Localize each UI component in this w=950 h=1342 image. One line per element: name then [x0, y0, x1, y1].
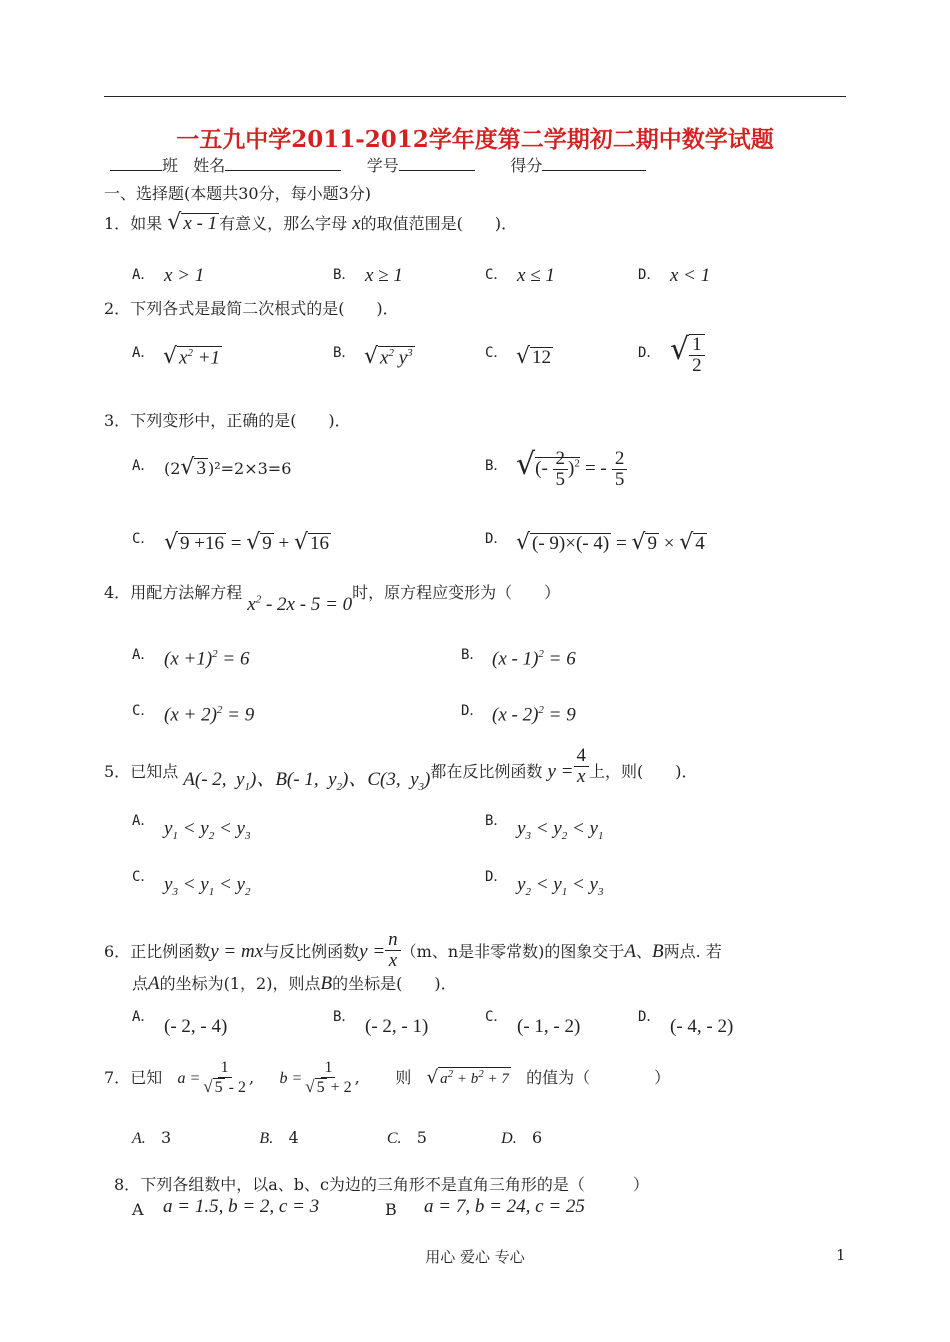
page-title: 一五九中学2011-2012学年度第二学期初二期中数学试题 — [176, 126, 774, 153]
q6-option-a-value: (- 2, - 4) — [164, 1016, 228, 1037]
q1-option-d[interactable]: D． — [638, 267, 661, 283]
student-info-line — [110, 153, 646, 176]
q4-option-b[interactable]: B． — [461, 647, 484, 663]
q5-option-b-value: $y_3 < y_2 < y_1$ — [517, 818, 604, 842]
q6-option-b-value: (- 2, - 1) — [365, 1016, 429, 1037]
q5-option-c-value: $y_3 < y_1 < y_2$ — [164, 874, 251, 898]
class-blank[interactable] — [110, 156, 162, 171]
number-label: 学号 — [366, 156, 399, 175]
top-rule — [104, 96, 846, 97]
q2-option-c-value: √ 12 — [516, 344, 552, 369]
q4-option-d[interactable]: D． — [461, 703, 484, 719]
q3-option-c-value: √ 9 +16 = √ 9 + √ 16 — [164, 530, 329, 555]
q6-option-d-value: (- 4, - 2) — [670, 1016, 734, 1037]
question-4: 4．用配方法解方程 $x^2 - 2x - 5 = 0$时，原方程应变形为（ ） — [104, 583, 561, 615]
q2-option-d-value: √ $\frac{1}{2}$ — [670, 332, 705, 375]
q7-options: A. 3 B. 4 C. 5 D. 6 — [132, 1128, 543, 1147]
q5-option-b[interactable]: B． — [485, 813, 508, 829]
q2-option-b-value: √ $x^2$ $y^3$ — [364, 344, 413, 369]
q6-option-b[interactable]: B． — [333, 1009, 356, 1025]
q5-option-a-value: $y_1 < y_2 < y_3$ — [164, 818, 251, 842]
q1-option-a-value: x > 1 — [164, 265, 205, 286]
q1-option-b[interactable]: B． — [333, 267, 356, 283]
q5-option-c[interactable]: C． — [132, 869, 155, 885]
q8-option-b-value: a = 7, b = 24, c = 25 — [424, 1196, 585, 1217]
q6-option-a[interactable]: A． — [132, 1009, 155, 1025]
question-6-line2: 点A的坐标为(1，2)，则点B的坐标是( )． — [132, 973, 457, 994]
q1-option-a[interactable]: A． — [132, 267, 155, 283]
name-label: 姓名 — [193, 156, 226, 175]
q6-option-c[interactable]: C． — [485, 1009, 508, 1025]
q5-option-d-value: $y_2 < y_1 < y_3$ — [517, 874, 604, 898]
q3-option-b[interactable]: B． — [485, 458, 508, 474]
q7-option-d[interactable]: D. — [501, 1130, 517, 1147]
q8-option-a-value: a = 1.5, b = 2, c = 3 — [163, 1196, 320, 1217]
page-number: 1 — [836, 1246, 846, 1264]
question-3: 3．下列变形中，正确的是( )． — [104, 411, 351, 430]
q3-option-d[interactable]: D． — [485, 531, 508, 547]
q6-option-c-value: (- 1, - 2) — [517, 1016, 581, 1037]
section-heading: 一、选择题(本题共30分，每小题3分) — [104, 184, 372, 203]
q1-option-c-value: x ≤ 1 — [517, 265, 555, 286]
q4-option-d-value: (x - 2)$^2$ = 9 — [492, 704, 576, 726]
q7-option-b[interactable]: B. — [259, 1130, 274, 1147]
q1-option-d-value: x < 1 — [670, 265, 711, 286]
question-7: 7．已知 a = $\frac{1}{√ 5 - 2}$ , b = $\frac{1}{√ 5 + 2}$ , 则 √ $a^2 + b^2 + 7$ 的值为（ ） — [104, 1059, 671, 1096]
q3-option-b-value: √(- $\frac{2}{5}$ )$^2$ = - $\frac{2}{5}$ — [516, 447, 627, 490]
question-1: 1．如果 √ x - 1 有意义，那么字母 x的取值范围是( )． — [104, 210, 518, 235]
q1-option-b-value: x ≥ 1 — [365, 265, 403, 286]
q5-option-d[interactable]: D． — [485, 869, 508, 885]
q3-option-a[interactable]: A． — [132, 458, 155, 474]
q4-option-c-value: $(x + 2)^2 = 9$ — [164, 704, 255, 726]
question-5: 5．已知点 A(- 2, $y_1$)、B(- 1, $y_2$)、C(3, $y_3$)都在反比例函数 y = $\frac{4}{x}$ 上，则( )． — [104, 745, 698, 793]
q6-option-d[interactable]: D． — [638, 1009, 661, 1025]
q2-option-a-value: √ $x^2 +1$ — [163, 344, 221, 369]
q2-option-c[interactable]: C． — [485, 345, 508, 361]
name-blank[interactable] — [225, 156, 341, 171]
score-blank[interactable] — [542, 156, 646, 171]
q3-option-c[interactable]: C． — [132, 531, 155, 547]
q2-option-a[interactable]: A． — [132, 345, 155, 361]
q8-option-b[interactable]: B — [385, 1200, 397, 1219]
q4-option-c[interactable]: C． — [132, 703, 155, 719]
q3-option-a-value: (2√ 3 )²=2×3=6 — [164, 455, 292, 480]
class-label: 班 — [162, 156, 179, 175]
q2-option-b[interactable]: B． — [333, 345, 356, 361]
question-6: 6．正比例函数y = mx与反比例函数y = $\frac{n}{x}$ （m、n是非零常数)的图象交于A、B两点. 若 — [104, 929, 722, 971]
question-2: 2．下列各式是最简二次根式的是( )． — [104, 299, 399, 318]
q3-option-d-value: √ (- 9)×(- 4) = √ 9 × √ 4 — [516, 530, 705, 555]
q8-option-a[interactable]: A — [132, 1200, 144, 1219]
q4-option-b-value: (x - 1)$^2$ = 6 — [492, 648, 576, 670]
number-blank[interactable] — [399, 156, 475, 171]
q7-option-c[interactable]: C. — [386, 1130, 402, 1147]
q5-option-a[interactable]: A． — [132, 813, 155, 829]
q7-option-a[interactable]: A. — [132, 1130, 146, 1147]
q4-option-a-value: $(x +1)^2 = 6$ — [164, 648, 250, 670]
q1-option-c[interactable]: C． — [485, 267, 508, 283]
score-label: 得分 — [510, 156, 543, 175]
q2-option-d[interactable]: D． — [638, 345, 661, 361]
page-footer: 用心 爱心 专心 — [425, 1248, 525, 1266]
question-8: 8．下列各组数中，以a、b、c为边的三角形不是直角三角形的是（ ） — [114, 1175, 649, 1194]
q4-option-a[interactable]: A． — [132, 647, 155, 663]
q1-radicand: x - 1 — [183, 213, 218, 234]
